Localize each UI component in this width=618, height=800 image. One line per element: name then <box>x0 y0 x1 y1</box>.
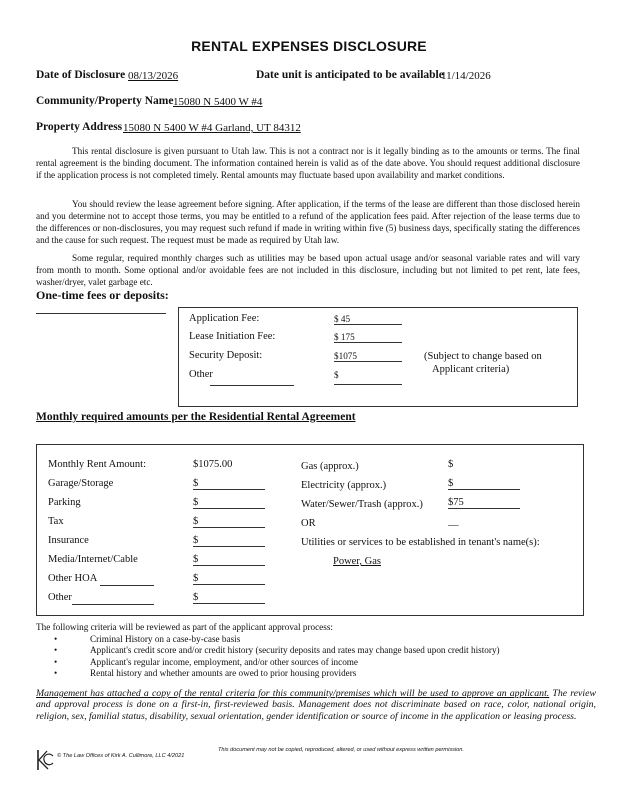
other-monthly-value: $ <box>193 592 265 604</box>
property-address-value: 15080 N 5400 W #4 Garland, UT 84312 <box>123 122 301 134</box>
one-time-fees-heading: One-time fees or deposits: <box>36 288 169 302</box>
parking-value: $ <box>193 497 265 509</box>
monthly-heading: Monthly required amounts per the Residential Rental Agreement <box>36 411 356 423</box>
insurance-label: Insurance <box>48 535 89 546</box>
other-monthly-label: Other <box>48 592 72 603</box>
garage-storage-value: $ <box>193 478 265 490</box>
document-title: RENTAL EXPENSES DISCLOSURE <box>191 38 427 54</box>
subject-to-change-note-line2: Applicant criteria) <box>432 364 510 375</box>
date-of-disclosure-label: Date of Disclosure <box>36 69 126 81</box>
media-internet-cable-value: $ <box>193 554 265 566</box>
other-hoa-label: Other HOA <box>48 573 98 584</box>
disclosure-paragraph-2: You should review the lease agreement before signing. After application, if the terms of the lease are different than those disclosed herein and you determine not to accept those terms, you may be entitled to a refund of the application fees paid. After rejection of the lease terms due to the differences or non-disclosures, you may request such refund if made in writing within five (5) business days, specifically stating the differences and the cause for such request. The request must be made as required by Utah law. <box>36 199 580 245</box>
tax-label: Tax <box>48 516 64 527</box>
heading-rule <box>36 313 166 314</box>
community-name-value: 15080 N 5400 W #4 <box>173 96 263 108</box>
tax-value: $ <box>193 516 265 528</box>
other-hoa-blank[interactable] <box>100 585 154 586</box>
application-fee-value: $ 45 <box>334 314 402 325</box>
application-fee-label: Application Fee: <box>189 313 260 324</box>
copyright-notice: © The Law Offices of Kirk A. Cullimore, LLC 4/2021 <box>57 753 185 759</box>
available-date-label: Date unit is anticipated to be available <box>256 69 444 81</box>
gas-label: Gas (approx.) <box>301 461 359 472</box>
monthly-rent-label: Monthly Rent Amount: <box>48 459 147 470</box>
garage-storage-label: Garage/Storage <box>48 478 114 489</box>
monthly-rent-value: $1075.00 <box>193 459 233 470</box>
reproduction-notice: This document may not be copied, reproduced, altered, or used without express written permission. <box>218 747 464 753</box>
or-value: __ <box>448 516 459 527</box>
media-internet-cable-label: Media/Internet/Cable <box>48 554 138 565</box>
parking-label: Parking <box>48 497 81 508</box>
insurance-value: $ <box>193 535 265 547</box>
or-label: OR <box>301 518 316 529</box>
management-criteria-link-text: Management has attached a copy of the rental criteria for this community/premises which will be used to approve an applicant. <box>36 688 550 699</box>
electricity-value: $ <box>448 478 520 490</box>
criteria-item: • Applicant's regular income, employment, and/or other sources of income <box>36 657 500 669</box>
security-deposit-value: $1075 <box>334 351 402 362</box>
community-name-label: Community/Property Name <box>36 95 174 107</box>
utilities-in-tenant-name-label: Utilities or services to be established in tenant's name(s): <box>301 537 540 548</box>
management-statement: Management has attached a copy of the rental criteria for this community/premises which will be used to approve an applicant. The review and approval process is done on a first-in, first-reviewed basis. Management does not discriminate based on race, color, national origin, religion, sex, familial status, disability, sexual orientation, gender identification or source of income in the application or leasing process. <box>36 688 596 722</box>
criteria-intro: The following criteria will be reviewed as part of the applicant approval process: <box>36 622 333 632</box>
water-sewer-trash-label: Water/Sewer/Trash (approx.) <box>301 499 423 510</box>
lease-initiation-fee-label: Lease Initiation Fee: <box>189 331 276 342</box>
criteria-item: • Rental history and whether amounts are owed to prior housing providers <box>36 668 500 680</box>
electricity-label: Electricity (approx.) <box>301 480 387 491</box>
other-monthly-blank[interactable] <box>72 604 154 605</box>
subject-to-change-note-line1: (Subject to change based on <box>424 351 542 362</box>
lease-initiation-fee-value: $ 175 <box>334 332 402 343</box>
other-hoa-value: $ <box>193 573 265 585</box>
property-address-label: Property Address <box>36 121 123 133</box>
disclosure-paragraph-3: Some regular, required monthly charges such as utilities may be based upon actual usage and/or seasonal variable rates and will vary from month to month. Some optional and/or avoidable fees are not included in this disclosure, including but not limited to pet rent, late fees, washer/dryer, valet garbage etc. <box>36 253 580 287</box>
date-of-disclosure-value: 08/13/2026 <box>128 70 179 82</box>
law-office-logo <box>34 748 56 772</box>
criteria-item: • Criminal History on a case-by-case basis <box>36 634 500 646</box>
available-date-value: 11/14/2026 <box>441 70 491 82</box>
water-sewer-trash-value: $75 <box>448 497 520 509</box>
other-fee-value: $ <box>334 370 402 385</box>
other-fee-label: Other <box>189 369 213 380</box>
disclosure-paragraph-1: This rental disclosure is given pursuant to Utah law. This is not a contract nor is it legally binding as to the amounts or terms. The final rental agreement is the binding document. The information contained herein is valid as of the date above. You should request additional disclosure if the application process is not completed timely. Rental amounts may fluctuate based upon availability and market conditions. <box>36 146 580 180</box>
security-deposit-label: Security Deposit: <box>189 350 263 361</box>
other-fee-blank[interactable] <box>210 385 294 386</box>
criteria-section <box>36 622 500 680</box>
utilities-in-tenant-name-value: Power, Gas <box>333 556 381 567</box>
gas-value: $ <box>448 459 454 470</box>
criteria-item: • Applicant's credit score and/or credit history (security deposits and rates may change based upon credit history) <box>36 645 500 657</box>
